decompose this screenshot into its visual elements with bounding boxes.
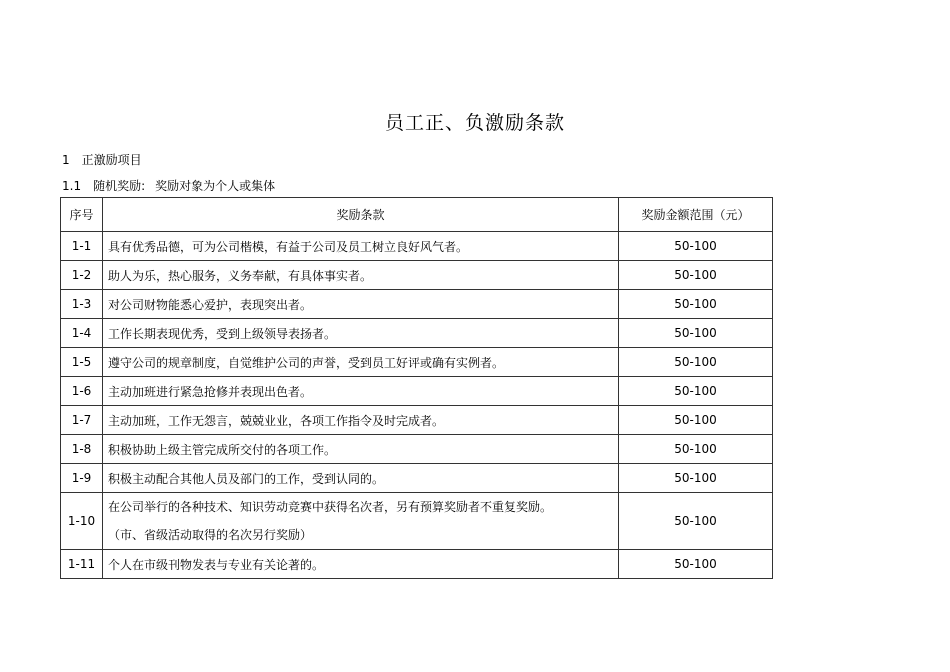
table-row [61, 319, 773, 348]
row-amount: 50-100 [619, 493, 773, 550]
row-number: 1-6 [61, 377, 103, 406]
table-row [61, 290, 773, 319]
row-amount: 50-100 [619, 290, 773, 319]
subsection-heading [62, 177, 275, 194]
row-clause: 助人为乐，热心服务，义务奉献，有具体事实者。 [103, 261, 619, 290]
row-amount: 50-100 [619, 232, 773, 261]
table-header-row [61, 198, 773, 232]
row-number: 1-11 [61, 550, 103, 579]
section-heading [62, 151, 142, 168]
header-amount: 奖励金额范围（元） [619, 198, 773, 232]
row-number: 1-1 [61, 232, 103, 261]
subsection-label: 随机奖励: [93, 179, 146, 193]
row-amount: 50-100 [619, 377, 773, 406]
row-number: 1-2 [61, 261, 103, 290]
row-clause-note: （市、省级活动取得的名次另行奖励） [108, 528, 313, 542]
row-clause: 遵守公司的规章制度，自觉维护公司的声誉，受到员工好评或确有实例者。 [103, 348, 619, 377]
row-amount: 50-100 [619, 261, 773, 290]
table-row [61, 435, 773, 464]
document-title: 员工正、负激励条款 [384, 112, 565, 134]
row-number: 1-5 [61, 348, 103, 377]
row-clause: 个人在市级刊物发表与专业有关论著的。 [103, 550, 619, 579]
row-number: 1-10 [61, 493, 103, 550]
table-row [61, 377, 773, 406]
row-amount: 50-100 [619, 435, 773, 464]
table-row [61, 493, 773, 550]
row-clause: 对公司财物能悉心爱护，表现突出者。 [103, 290, 619, 319]
row-amount: 50-100 [619, 319, 773, 348]
subsection-description: 奖励对象为个人或集体 [155, 179, 276, 193]
incentive-table [60, 197, 773, 579]
row-clause [103, 493, 619, 550]
table-row [61, 261, 773, 290]
row-number: 1-7 [61, 406, 103, 435]
row-clause: 具有优秀品德，可为公司楷模，有益于公司及员工树立良好风气者。 [103, 232, 619, 261]
header-number: 序号 [61, 198, 103, 232]
row-number: 1-3 [61, 290, 103, 319]
row-number: 1-4 [61, 319, 103, 348]
row-amount: 50-100 [619, 550, 773, 579]
table-row [61, 348, 773, 377]
table-row [61, 464, 773, 493]
table-row [61, 406, 773, 435]
section-label: 正激励项目 [81, 153, 142, 167]
row-clause: 工作长期表现优秀，受到上级领导表扬者。 [103, 319, 619, 348]
row-clause: 积极协助上级主管完成所交付的各项工作。 [103, 435, 619, 464]
row-number: 1-9 [61, 464, 103, 493]
subsection-number: 1.1 [62, 179, 82, 193]
row-amount: 50-100 [619, 348, 773, 377]
header-clause: 奖励条款 [103, 198, 619, 232]
row-clause: 积极主动配合其他人员及部门的工作，受到认同的。 [103, 464, 619, 493]
row-amount: 50-100 [619, 464, 773, 493]
row-clause: 主动加班，工作无怨言，兢兢业业，各项工作指令及时完成者。 [103, 406, 619, 435]
row-amount: 50-100 [619, 406, 773, 435]
table-row [61, 550, 773, 579]
table-row [61, 232, 773, 261]
row-clause-line: 在公司举行的各种技术、知识劳动竞赛中获得名次者，另有预算奖励者不重复奖励。 [108, 500, 553, 514]
row-number: 1-8 [61, 435, 103, 464]
row-clause: 主动加班进行紧急抢修并表现出色者。 [103, 377, 619, 406]
section-number: 1 [62, 153, 70, 167]
